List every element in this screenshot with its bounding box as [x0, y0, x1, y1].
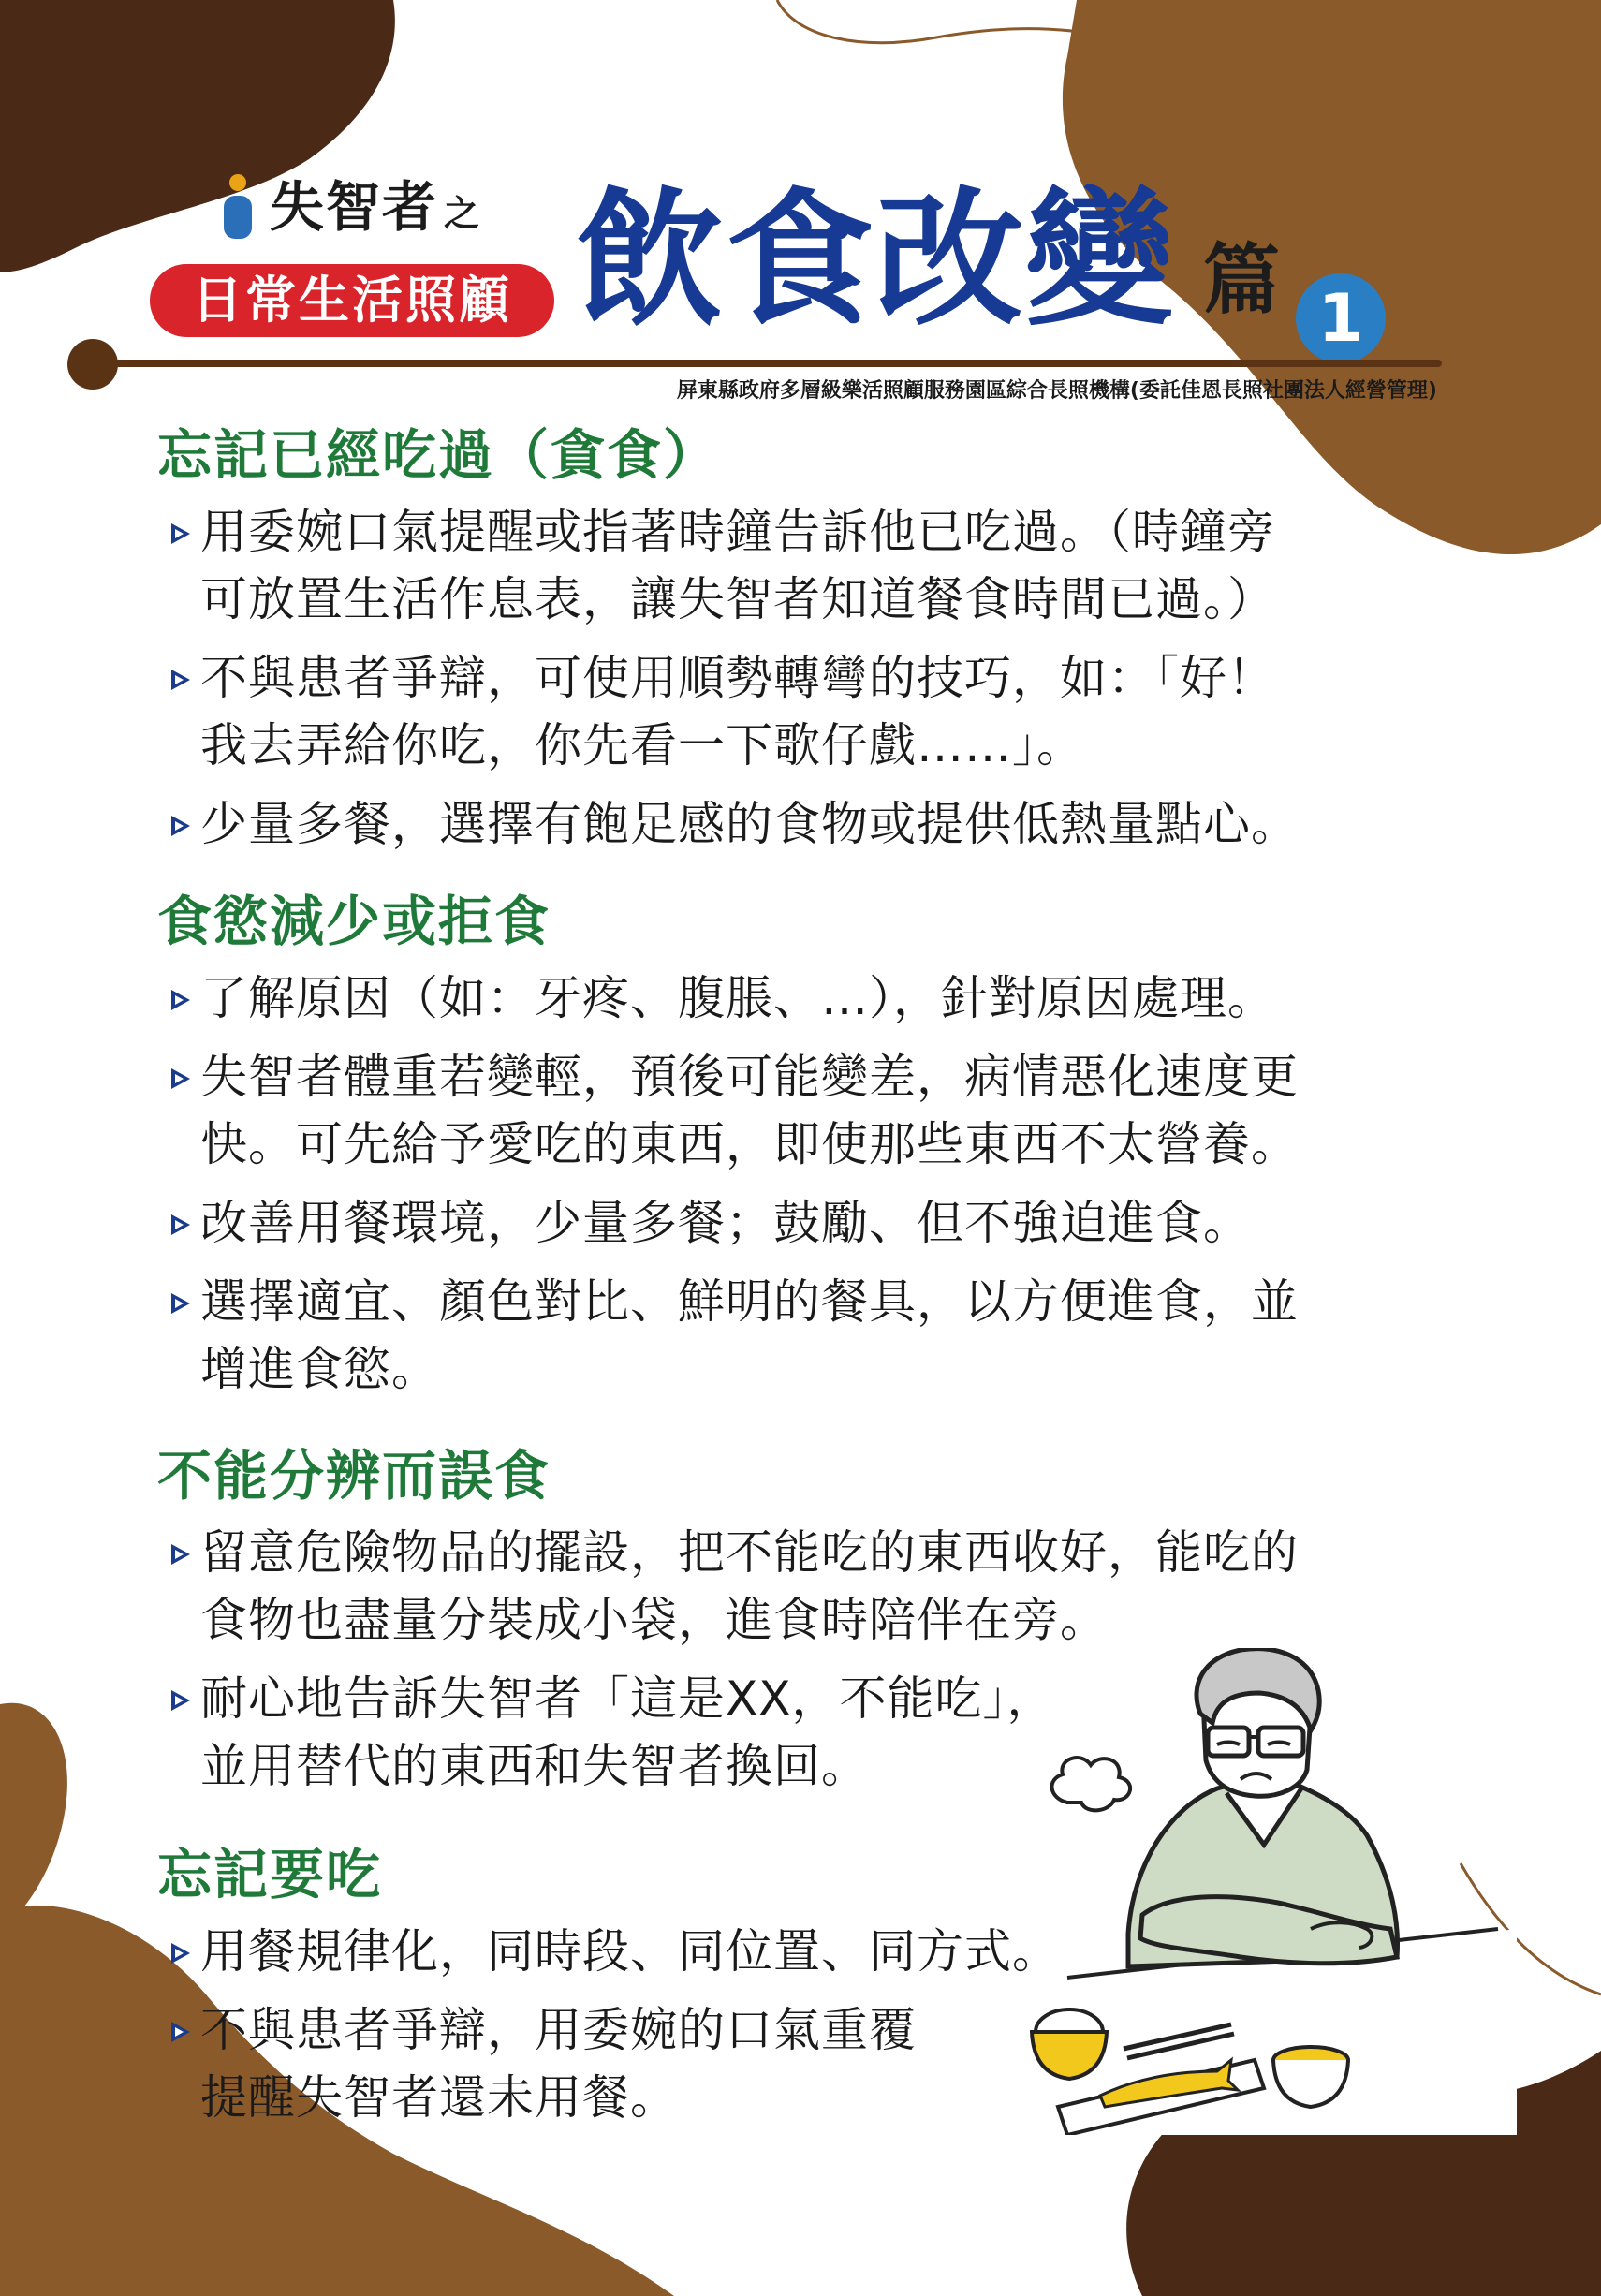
section-title: 食慾減少或拒食	[157, 890, 551, 953]
triangle-bullet-icon	[167, 1940, 193, 1966]
section-forget-to-eat	[157, 1837, 1421, 2142]
section-title: 不能分辨而誤食	[157, 1444, 551, 1508]
list-item-text: 少量多餐，選擇有飽足感的食物或提供低熱量點心。	[200, 797, 1299, 851]
list-item	[157, 964, 1421, 1032]
section-mistaken-eating	[157, 1438, 1421, 1811]
section-reduced-appetite	[157, 884, 1421, 1414]
triangle-bullet-icon	[167, 667, 193, 693]
section-overeating	[157, 418, 1421, 869]
list-item	[157, 1996, 1421, 2131]
list-item-text: 不與患者爭辯，可使用順勢轉彎的技巧，如：「好！ 我去弄給你吃，你先看一下歌仔戲……」。	[200, 651, 1275, 773]
number-badge: 1	[1296, 273, 1386, 363]
list-item	[157, 1043, 1421, 1178]
triangle-bullet-icon	[167, 1541, 193, 1567]
triangle-bullet-icon	[167, 1290, 193, 1317]
list-item-text: 用餐規律化，同時段、同位置、同方式。	[200, 1924, 1060, 1979]
list-item	[157, 644, 1421, 779]
list-item	[157, 790, 1421, 858]
list-item-text: 了解原因（如：牙疼、腹脹、…），針對原因處理。	[200, 971, 1275, 1025]
list-item-text: 不與患者爭辯，用委婉的口氣重覆 提醒失智者還未用餐。	[200, 2003, 917, 2125]
section-title: 忘記已經吃過（貪食）	[157, 423, 720, 487]
triangle-bullet-icon	[167, 1212, 193, 1238]
triangle-bullet-icon	[167, 1066, 193, 1092]
list-item-text: 改善用餐環境，少量多餐；鼓勵、但不強迫進食。	[200, 1196, 1251, 1250]
category-pill: 日常生活照顧	[150, 264, 554, 337]
list-item	[157, 498, 1421, 633]
subtitle-suffix: 之	[444, 193, 482, 234]
organization-line: 屏東縣政府多層級樂活照顧服務園區綜合長照機構(委託佳恩長照社團法人經營管理)	[676, 379, 1437, 403]
list-item-text: 用委婉口氣提醒或指著時鐘告訴他已吃過。（時鐘旁 可放置生活作息表，讓失智者知道餐食時間已過。）	[200, 505, 1275, 626]
triangle-bullet-icon	[167, 521, 193, 547]
list-item-text: 留意危險物品的擺設，把不能吃的東西收好，能吃的 食物也盡量分裝成小袋，進食時陪伴在旁。	[200, 1525, 1299, 1647]
list-item	[157, 1189, 1421, 1257]
page-title: 飲食改變	[576, 174, 1175, 346]
list-item-text: 失智者體重若變輕，預後可能變差，病情惡化速度更 快。可先給予愛吃的東西，即使那些東西不太營養。	[200, 1050, 1299, 1171]
list-item	[157, 1268, 1421, 1403]
list-item	[157, 1918, 1421, 1985]
subtitle-main: 失智者	[270, 175, 439, 239]
triangle-bullet-icon	[167, 2019, 193, 2045]
list-item-text: 選擇適宜、顏色對比、鮮明的餐具，以方便進食，並 增進食慾。	[200, 1274, 1299, 1396]
triangle-bullet-icon	[167, 987, 193, 1013]
section-title: 忘記要吃	[157, 1843, 383, 1906]
triangle-bullet-icon	[167, 1687, 193, 1714]
triangle-bullet-icon	[167, 813, 193, 839]
list-item	[157, 1665, 1421, 1800]
list-item	[157, 1519, 1421, 1654]
title-suffix: 篇	[1203, 236, 1281, 325]
list-item-text: 耐心地告訴失智者「這是XX，不能吃」， 並用替代的東西和失智者換回。	[200, 1671, 1055, 1793]
